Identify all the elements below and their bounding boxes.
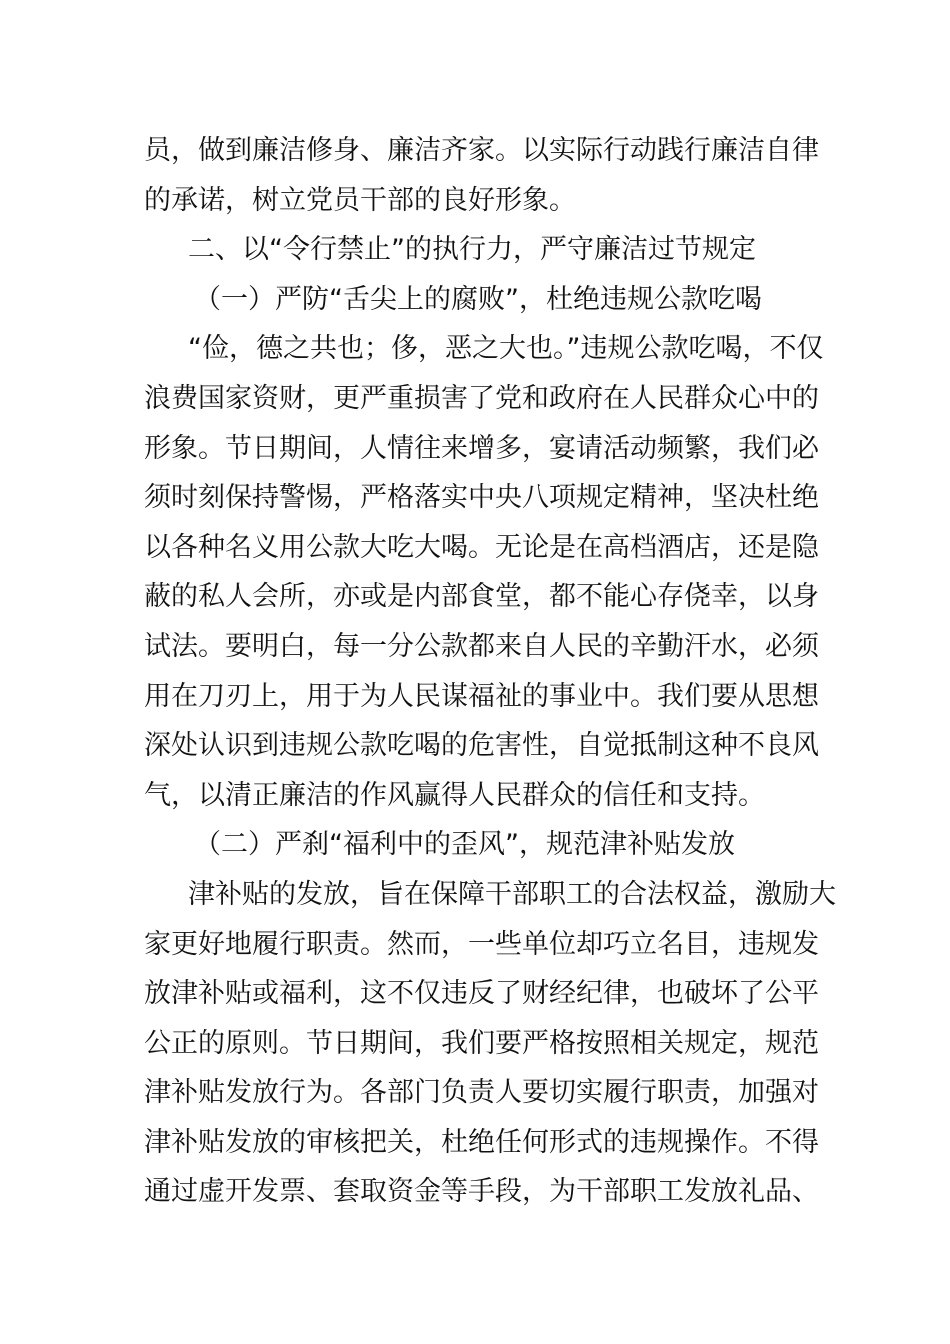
body-line: 用在刀刃上，用于为人民谋福祉的事业中。我们要从思想 <box>144 680 819 712</box>
body-line: 放津补贴或福利，这不仅违反了财经纪律，也破坏了公平 <box>144 978 819 1010</box>
section-heading: 二、以“令行禁止”的执行力，严守廉洁过节规定 <box>188 234 756 266</box>
body-line: 津补贴发放的审核把关，杜绝任何形式的违规操作。不得 <box>144 1126 819 1158</box>
body-line: 气，以清正廉洁的作风赢得人民群众的信任和支持。 <box>144 779 765 811</box>
body-line: 员，做到廉洁修身、廉洁齐家。以实际行动践行廉洁自律 <box>144 135 819 166</box>
body-line: 的承诺，树立党员干部的良好形象。 <box>144 184 576 216</box>
body-line: 形象。节日期间，人情往来增多，宴请活动频繁，我们必 <box>144 432 819 464</box>
body-line: 津补贴发放行为。各部门负责人要切实履行职责，加强对 <box>144 1077 819 1109</box>
subsection-heading: （一）严防“舌尖上的腐败”，杜绝违规公款吃喝 <box>194 283 762 315</box>
subsection-heading: （二）严刹“福利中的歪风”，规范津补贴发放 <box>194 829 735 861</box>
body-line: 以各种名义用公款大吃大喝。无论是在高档酒店，还是隐 <box>144 531 819 563</box>
body-line: 公正的原则。节日期间，我们要严格按照相关规定，规范 <box>144 1027 819 1059</box>
paragraph-first-line: 津补贴的发放，旨在保障干部职工的合法权益，激励大 <box>188 878 836 910</box>
body-line: 家更好地履行职责。然而，一些单位却巧立名目，违规发 <box>144 928 819 960</box>
body-line: 须时刻保持警惕，严格落实中央八项规定精神，坚决杜绝 <box>144 482 819 514</box>
body-line: 通过虚开发票、套取资金等手段，为干部职工发放礼品、 <box>144 1176 819 1208</box>
body-line: 试法。要明白，每一分公款都来自人民的辛勤汗水，必须 <box>144 630 819 662</box>
paragraph-first-line: “俭，德之共也；侈，恶之大也。”违规公款吃喝，不仅 <box>188 333 824 365</box>
body-line: 浪费国家资财，更严重损害了党和政府在人民群众心中的 <box>144 382 819 414</box>
document-body <box>144 126 836 1217</box>
body-line: 深处认识到违规公款吃喝的危害性，自觉抵制这种不良风 <box>144 730 819 762</box>
body-line: 蔽的私人会所，亦或是内部食堂，都不能心存侥幸，以身 <box>144 581 819 613</box>
